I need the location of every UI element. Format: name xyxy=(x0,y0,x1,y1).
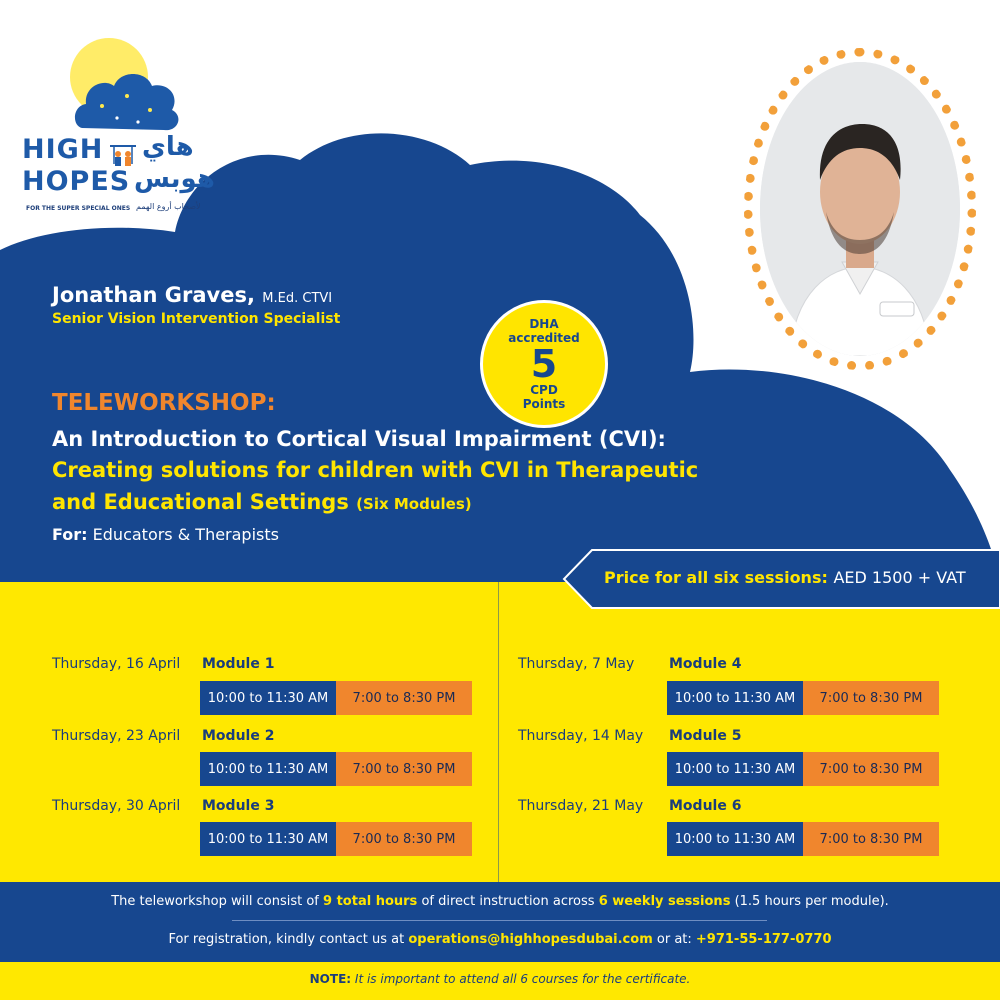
evening-slot: 7:00 to 8:30 PM xyxy=(803,752,939,786)
audience-value: Educators & Therapists xyxy=(92,525,279,544)
footer-divider xyxy=(232,920,767,921)
note-text: It is important to attend all 6 courses for the certificate. xyxy=(354,972,691,986)
module-title: Module 4 xyxy=(669,656,742,672)
logo-tagline-ar: لأصحاب أروع الهمم xyxy=(136,202,201,211)
summary-sessions: 6 weekly sessions xyxy=(598,894,731,909)
contact-text-b: or at: xyxy=(656,932,692,947)
badge-cpd: CPD xyxy=(530,383,558,397)
module-time-slots xyxy=(667,822,939,856)
price-label: Price for all six sessions: xyxy=(604,568,828,587)
badge-accredited: accredited xyxy=(508,331,580,345)
footer-panel xyxy=(0,882,1000,962)
schedule-divider xyxy=(498,582,499,882)
workshop-subtitle-1: Creating solutions for children with CVI in Therapeutic xyxy=(52,458,699,482)
note-label: NOTE: xyxy=(309,972,352,986)
evening-slot: 7:00 to 8:30 PM xyxy=(803,822,939,856)
morning-slot: 10:00 to 11:30 AM xyxy=(667,752,803,786)
workshop-subtitle-suffix: (Six Modules) xyxy=(356,495,472,513)
module-time-slots xyxy=(667,752,939,786)
module-title: Module 6 xyxy=(669,798,742,814)
logo-tagline-en: FOR THE SUPER SPECIAL ONES xyxy=(26,205,131,212)
contact-text-a: For registration, kindly contact us at xyxy=(168,932,405,947)
presenter-name-line xyxy=(52,283,340,307)
note-bar xyxy=(0,962,1000,1000)
badge-points-number: 5 xyxy=(530,342,558,386)
summary-text-b: of direct instruction across xyxy=(421,894,595,909)
price-text xyxy=(604,568,966,587)
audience-line xyxy=(52,522,772,548)
presenter-info xyxy=(52,283,340,327)
workshop-subtitle-2-line xyxy=(52,486,772,520)
workshop-titles xyxy=(52,388,772,548)
footer-contact xyxy=(0,932,1000,947)
morning-slot: 10:00 to 11:30 AM xyxy=(200,752,336,786)
morning-slot: 10:00 to 11:30 AM xyxy=(667,681,803,715)
presenter-credentials: M.Ed. CTVI xyxy=(262,291,333,306)
module-time-slots xyxy=(667,681,939,715)
module-date: Thursday, 7 May xyxy=(518,656,635,672)
module-title: Module 3 xyxy=(202,798,275,814)
logo-text-arabic-1: هاي xyxy=(142,132,194,162)
summary-total-hours: 9 total hours xyxy=(323,894,418,909)
module-time-slots xyxy=(200,752,472,786)
badge-dha: DHA xyxy=(529,317,559,331)
badge-points-label: Points xyxy=(522,397,566,411)
module-date: Thursday, 30 April xyxy=(52,798,181,814)
footer-summary xyxy=(0,894,1000,909)
presenter-name: Jonathan Graves, xyxy=(52,283,255,307)
contact-email-link[interactable]: operations@highhopesdubai.com xyxy=(408,932,653,947)
contact-phone-link[interactable]: +971-55-177-0770 xyxy=(695,932,832,947)
price-tag xyxy=(560,548,1000,610)
logo-text-high: HIGH xyxy=(22,134,104,165)
evening-slot: 7:00 to 8:30 PM xyxy=(803,681,939,715)
module-date: Thursday, 21 May xyxy=(518,798,644,814)
module-title: Module 2 xyxy=(202,728,275,744)
morning-slot: 10:00 to 11:30 AM xyxy=(200,681,336,715)
summary-text-c: (1.5 hours per module). xyxy=(734,894,889,909)
module-date: Thursday, 14 May xyxy=(518,728,644,744)
morning-slot: 10:00 to 11:30 AM xyxy=(200,822,336,856)
module-title: Module 1 xyxy=(202,656,275,672)
morning-slot: 10:00 to 11:30 AM xyxy=(667,822,803,856)
workshop-subtitle-2: and Educational Settings xyxy=(52,490,349,514)
evening-slot: 7:00 to 8:30 PM xyxy=(336,822,472,856)
module-date: Thursday, 16 April xyxy=(52,656,181,672)
module-date: Thursday, 23 April xyxy=(52,728,181,744)
evening-slot: 7:00 to 8:30 PM xyxy=(336,752,472,786)
workshop-title: An Introduction to Cortical Visual Impairment (CVI): xyxy=(52,427,666,451)
summary-text-a: The teleworkshop will consist of xyxy=(111,894,319,909)
evening-slot: 7:00 to 8:30 PM xyxy=(336,681,472,715)
workshop-kicker: TELEWORKSHOP: xyxy=(52,390,276,416)
person-icon xyxy=(760,62,960,356)
module-title: Module 5 xyxy=(669,728,742,744)
presenter-photo-frame xyxy=(744,48,976,370)
logo-text-arabic-2: هوبس xyxy=(134,164,215,194)
logo-text-hopes: HOPES xyxy=(22,166,131,197)
presenter-photo xyxy=(760,62,960,356)
price-amount: AED 1500 + VAT xyxy=(833,568,966,587)
module-time-slots xyxy=(200,681,472,715)
audience-label: For: xyxy=(52,525,88,544)
module-time-slots xyxy=(200,822,472,856)
presenter-role: Senior Vision Intervention Specialist xyxy=(52,311,341,327)
high-hopes-logo xyxy=(22,28,215,212)
